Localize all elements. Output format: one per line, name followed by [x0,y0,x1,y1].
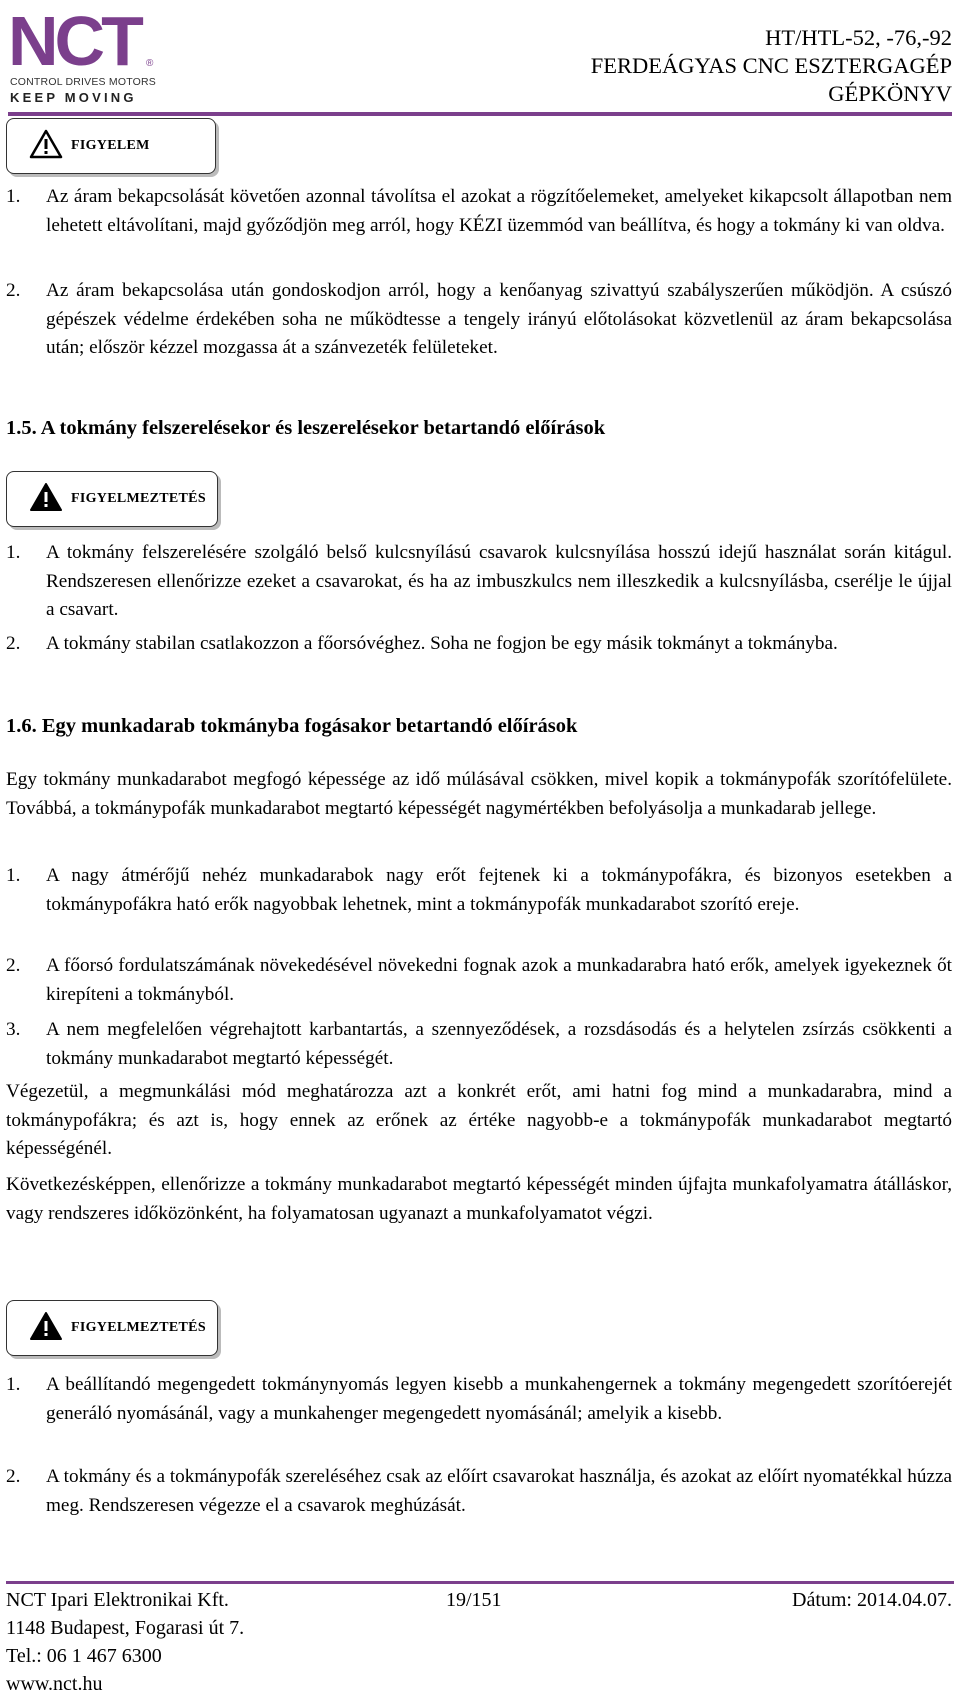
warning-label: FIGYELMEZTETÉS [71,491,206,506]
section-heading-1-6: 1.6. Egy munkadarab tokmányba fogásakor betartandó előírások [6,715,578,737]
footer-address: 1148 Budapest, Fogarasi út 7. [6,1617,245,1639]
item-text: A főorsó fordulatszámának növekedésével növekedni fognak azok a munkadarabra ható erők, amelyek igyekeznek őt kirepíteni a tokmányból. [46,955,952,1005]
item-text: A beállítandó megengedett tokmánynyomás legyen kisebb a munkahengernek a tokmány megengedett szorítóerejét generáló nyomásánál, vagy a munkahenger megengedett nyomásánál; amelyik a kisebb. [46,1374,952,1424]
item-number: 1. [6,542,21,563]
logo-tagline-2: KEEP MOVING [10,90,137,105]
section-heading-1-5: 1.5. A tokmány felszerelésekor és leszerelésekor betartandó előírások [6,417,606,439]
list-item [6,277,952,363]
manual-line: GÉPKÖNYV [828,81,952,106]
item-text: A nagy átmérőjű nehéz munkadarabok nagy erőt fejtenek ki a tokmánypofákra, és bizonyos esetekben a tokmánypofákra ható erők nagyobbak lehetnek, mint a tokmánypofák munkadarabot szorító ereje. [46,865,952,915]
footer-divider [6,1581,954,1584]
warning-triangle-icon [29,482,63,512]
footer-date: Dátum: 2014.04.07. [792,1589,952,1611]
item-number: 2. [6,280,21,301]
footer-web: www.nct.hu [6,1673,103,1695]
item-number: 2. [6,633,21,654]
page-footer [6,1586,952,1698]
list-item [6,1463,952,1520]
warning-box-figyelmeztetes [6,471,218,527]
document-title [591,24,952,108]
intro-paragraph: Egy tokmány munkadarabot megfogó képessége az idő múlásával csökken, mivel kopik a tokmánypofák szorítófelülete. Továbbá, a tokmánypofák munkadarabot megtartó képességét nagymértékben befolyásolja a munkadarab jellege. [6,769,952,819]
list-item [6,952,952,1009]
logo-tagline-1: CONTROL DRIVES MOTORS [10,76,156,88]
warning-triangle-icon [29,129,63,159]
item-text: A nem megfelelően végrehajtott karbantartás, a szennyeződések, a rozsdásodás és a helytelen zsírzás csökkenti a tokmány munkadarabot megtartó képességét. [46,1019,952,1069]
machine-line: FERDEÁGYAS CNC ESZTERGAGÉP [590,53,952,78]
footer-phone: Tel.: 06 1 467 6300 [6,1645,162,1667]
logo-letters: NCT [8,2,140,80]
warning-triangle-icon [29,1311,63,1341]
item-number: 3. [6,1019,21,1040]
warning-label: FIGYELEM [71,138,150,153]
paragraph: Végezetül, a megmunkálási mód meghatározza azt a konkrét erőt, ami hatni fog mind a munkadarabra, mind a tokmánypofákra; és azt is, hogy ennek az erőnek az értéke nagyobb-e a tokmánypofák munkadarabot megtartó képességénél. [6,1081,952,1160]
item-number: 2. [6,955,21,976]
item-text: A tokmány felszerelésére szolgáló belső kulcsnyílású csavarok kulcsnyílása hosszú idejű használat során kitágul. Rendszeresen ellenőrizze ezeket a csavarokat, és ha az imbuszkulcs nem illeszkedik a kulcsnyílásba, cserélje le újjal a csavart. [46,542,952,621]
list-item [6,1016,952,1073]
list-item [6,1371,952,1428]
list-item [6,630,952,659]
item-number: 1. [6,1374,21,1395]
header-divider [8,112,952,116]
page-header [8,2,952,112]
logo-registered-mark: ® [146,58,154,69]
paragraph: Következésképpen, ellenőrizze a tokmány munkadarabot megtartó képességét minden újfajta munkafolyamatra átálláskor, vagy rendszeres időközönként, ha folyamatosan ugyanazt a munkafolyamatot végzi. [6,1174,952,1224]
item-text: A tokmány stabilan csatlakozzon a főorsóvéghez. Soha ne fogjon be egy másik tokmányt a tokmányba. [46,633,838,654]
item-number: 1. [6,865,21,886]
model-line: HT/HTL-52, -76,-92 [765,25,952,50]
item-text: Az áram bekapcsolását követően azonnal távolítsa el azokat a rögzítőelemeket, amelyeket kikapcsolt állapotban nem lehetett eltávolítani, majd győződjön meg arról, hogy KÉZI üzemmód van beállítva, és hogy a tokmány ki van oldva. [46,186,952,236]
item-text: Az áram bekapcsolása után gondoskodjon arról, hogy a kenőanyag szivattyú szabályszerűen működjön. A csúszó gépészek védelme érdekében soha ne működtesse a tengely irányú előtolásokat közvetlenül az áram bekapcsolása után; először kézzel mozgassa át a szánvezeték felületeket. [46,280,952,359]
page-number: 19/151 [446,1589,502,1611]
list-item [6,183,952,240]
warning-box-figyelem [6,118,216,174]
item-number: 1. [6,186,21,207]
warning-box-figyelmeztetes [6,1300,218,1356]
item-number: 2. [6,1466,21,1487]
list-item [6,539,952,625]
item-text: A tokmány és a tokmánypofák szereléséhez csak az előírt csavarokat használja, és azokat az előírt nyomatékkal húzza meg. Rendszeresen végezze el a csavarok meghúzását. [46,1466,952,1516]
nct-logo [8,2,168,106]
warning-label: FIGYELMEZTETÉS [71,1320,206,1335]
footer-company: NCT Ipari Elektronikai Kft. [6,1589,229,1611]
list-item [6,862,952,919]
